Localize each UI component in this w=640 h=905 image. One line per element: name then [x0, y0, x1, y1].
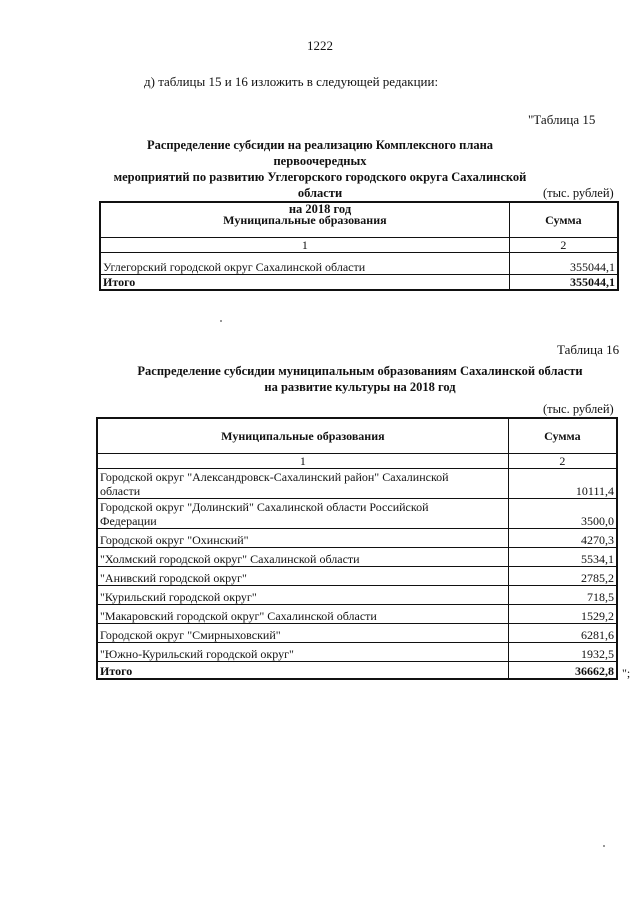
total-sum: 36662,8	[508, 661, 617, 679]
table15-title-line: на 2018 год	[288, 202, 352, 216]
table-row	[100, 252, 618, 274]
total-label: Итого	[97, 661, 508, 679]
scan-speck	[220, 320, 222, 322]
intro-text: д) таблицы 15 и 16 изложить в следующей редакции:	[144, 74, 439, 89]
row-name: "Курильский городской округ"	[97, 585, 508, 604]
row-sum: 5534,1	[508, 547, 617, 566]
col-number-1: 1	[97, 453, 508, 468]
row-sum: 4270,3	[508, 528, 617, 547]
row-sum: 10111,4	[508, 468, 617, 498]
row-name-line: Городской округ "Александровск-Сахалинский район" Сахалинской	[100, 469, 449, 484]
table16-title-line: на развитие культуры на 2018 год	[264, 380, 456, 394]
page-number: 1222	[307, 38, 333, 53]
table15	[99, 201, 619, 291]
row-sum: 1529,2	[508, 604, 617, 623]
table16-title-line: Распределение субсидии муниципальным образованиям Сахалинской области	[137, 364, 583, 378]
table-row	[97, 566, 617, 585]
table-row	[97, 604, 617, 623]
table-row	[97, 547, 617, 566]
row-sum: 1932,5	[508, 642, 617, 661]
row-name: Городской округ "Смирныховский"	[97, 623, 508, 642]
table-header-row	[97, 418, 617, 453]
header-sum: Сумма	[508, 418, 617, 453]
row-sum: 3500,0	[508, 498, 617, 528]
total-row	[100, 274, 618, 290]
scan-speck	[603, 845, 605, 847]
col-number-2: 2	[508, 453, 617, 468]
table15-title-line: мероприятий по развитию Углегорского городского округа Сахалинской области	[113, 170, 527, 200]
row-name-line: области	[100, 483, 141, 498]
row-name: "Южно-Курильский городской округ"	[97, 642, 508, 661]
table-row	[97, 642, 617, 661]
table-row	[97, 528, 617, 547]
row-name	[97, 468, 508, 498]
table15-unit: (тыс. рублей)	[543, 186, 614, 200]
table16-title	[100, 363, 620, 395]
row-name	[97, 498, 508, 528]
total-sum: 355044,1	[509, 274, 618, 290]
row-name: "Макаровский городской округ" Сахалинской области	[97, 604, 508, 623]
row-name: "Анивский городской округ"	[97, 566, 508, 585]
row-name: "Холмский городской округ" Сахалинской области	[97, 547, 508, 566]
table16-label: Таблица 16	[557, 342, 620, 357]
header-sum: Сумма	[509, 202, 618, 237]
header-municipalities: Муниципальные образования	[97, 418, 508, 453]
table-row	[97, 623, 617, 642]
table-row	[97, 498, 617, 528]
header-municipalities: Муниципальные образования	[100, 202, 509, 237]
table16-unit: (тыс. рублей)	[543, 402, 614, 416]
column-number-row	[100, 237, 618, 252]
col-number-1: 1	[100, 237, 509, 252]
row-sum: 718,5	[508, 585, 617, 604]
total-row	[97, 661, 617, 679]
row-name: Городской округ "Охинский"	[97, 528, 508, 547]
table15-label: "Таблица 15	[528, 112, 596, 127]
table-header-row	[100, 202, 618, 237]
table-row	[97, 468, 617, 498]
row-sum: 6281,6	[508, 623, 617, 642]
closing-quote: ";	[622, 666, 631, 680]
row-sum: 355044,1	[509, 252, 618, 274]
row-name-line: Городской округ "Долинский" Сахалинской области Российской	[100, 499, 429, 514]
row-name: Углегорский городской округ Сахалинской области	[100, 252, 509, 274]
row-name-line: Федерации	[100, 513, 157, 528]
table-row	[97, 585, 617, 604]
table16	[96, 417, 618, 680]
total-label: Итого	[100, 274, 509, 290]
table15-title-line: Распределение субсидии на реализацию Комплексного плана первоочередных	[146, 138, 494, 168]
col-number-2: 2	[509, 237, 618, 252]
row-sum: 2785,2	[508, 566, 617, 585]
column-number-row	[97, 453, 617, 468]
